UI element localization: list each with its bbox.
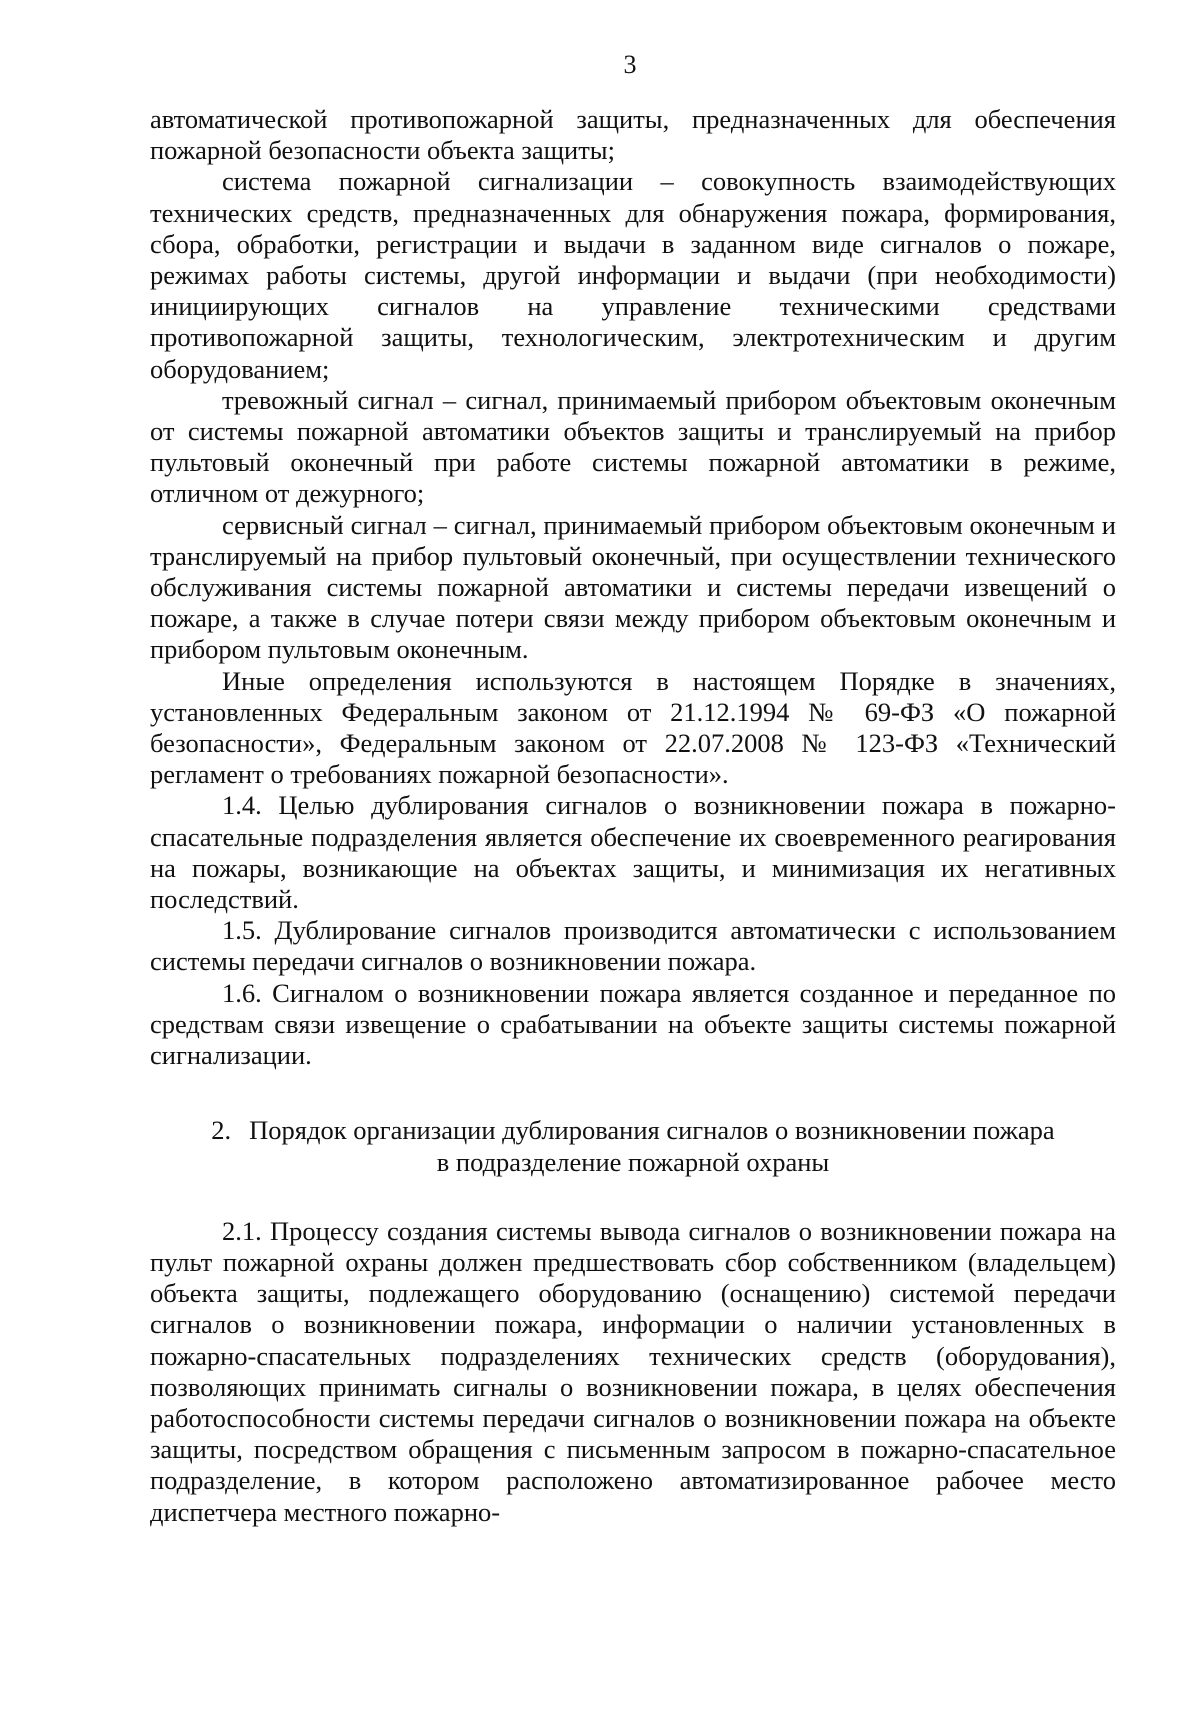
section-title-line-2: в подразделение пожарной охраны	[436, 1146, 830, 1177]
clause-1-4: 1.4. Целью дублирования сигналов о возникновении пожара в пожарно-спасательные подразделения является обеспечение их своевременного реагирования на пожары, возникающие на объектах защиты, и минимизация их негативных последствий.	[150, 790, 1116, 915]
definition-fire-alarm-system: система пожарной сигнализации – совокупность взаимодействующих технических средств, предназначенных для обнаружения пожара, формирования, сбора, обработки, регистрации и выдачи в заданном виде сигналов о пожаре, режимах работы системы, другой информации и выдачи (при необходимости) инициирующих сигналов на управление техническими средствами противопожарной защиты, технологическим, электротехническим и другим оборудованием;	[150, 166, 1116, 384]
page-number: 3	[623, 50, 637, 79]
document-body	[150, 104, 1116, 1528]
paragraph-other-definitions: Иные определения используются в настоящем Порядке в значениях, установленных Федеральным законом от 21.12.1994 № 69-ФЗ «О пожарной безопасности», Федеральным законом от 22.07.2008 № 123-ФЗ «Технический регламент о требованиях пожарной безопасности».	[150, 665, 1116, 790]
section-heading	[150, 1115, 1116, 1177]
definition-alarm-signal: тревожный сигнал – сигнал, принимаемый прибором объектовым оконечным от системы пожарной автоматики объектов защиты и транслируемый на прибор пультовый оконечный при работе системы пожарной автоматики в режиме, отличном от дежурного;	[150, 384, 1116, 509]
definition-service-signal: сервисный сигнал – сигнал, принимаемый прибором объектовым оконечным и транслируемый на прибор пультовый оконечный, при осуществлении технического обслуживания системы пожарной автоматики и системы передачи извещений о пожаре, а также в случае потери связи между прибором объектовым оконечным и прибором пультовым оконечным.	[150, 509, 1116, 665]
section-title-line-1: Порядок организации дублирования сигналов о возникновении пожара	[249, 1115, 1055, 1146]
clause-2-1: 2.1. Процессу создания системы вывода сигналов о возникновении пожара на пульт пожарной охраны должен предшествовать сбор собственником (владельцем) объекта защиты, подлежащего оборудованию (оснащению) системой передачи сигналов о возникновении пожара, информации о наличии установленных в пожарно-спасательных подразделениях технических средств (оборудования), позволяющих принимать сигналы о возникновении пожара, в целях обеспечения работоспособности системы передачи сигналов о возникновении пожара на объекте защиты, посредством обращения с письменным запросом в пожарно-спасательное подразделение, в котором расположено автоматизированное рабочее место диспетчера местного пожарно-	[150, 1215, 1116, 1527]
section-heading-line-1	[150, 1115, 1116, 1146]
clause-1-5: 1.5. Дублирование сигналов производится автоматически с использованием системы передачи сигналов о возникновении пожара.	[150, 915, 1116, 977]
section-number: 2.	[211, 1115, 232, 1146]
paragraph-continuation: автоматической противопожарной защиты, предназначенных для обеспечения пожарной безопасности объекта защиты;	[150, 104, 1116, 166]
clause-1-6: 1.6. Сигналом о возникновении пожара является созданное и переданное по средствам связи извещение о срабатывании на объекте защиты системы пожарной сигнализации.	[150, 977, 1116, 1071]
